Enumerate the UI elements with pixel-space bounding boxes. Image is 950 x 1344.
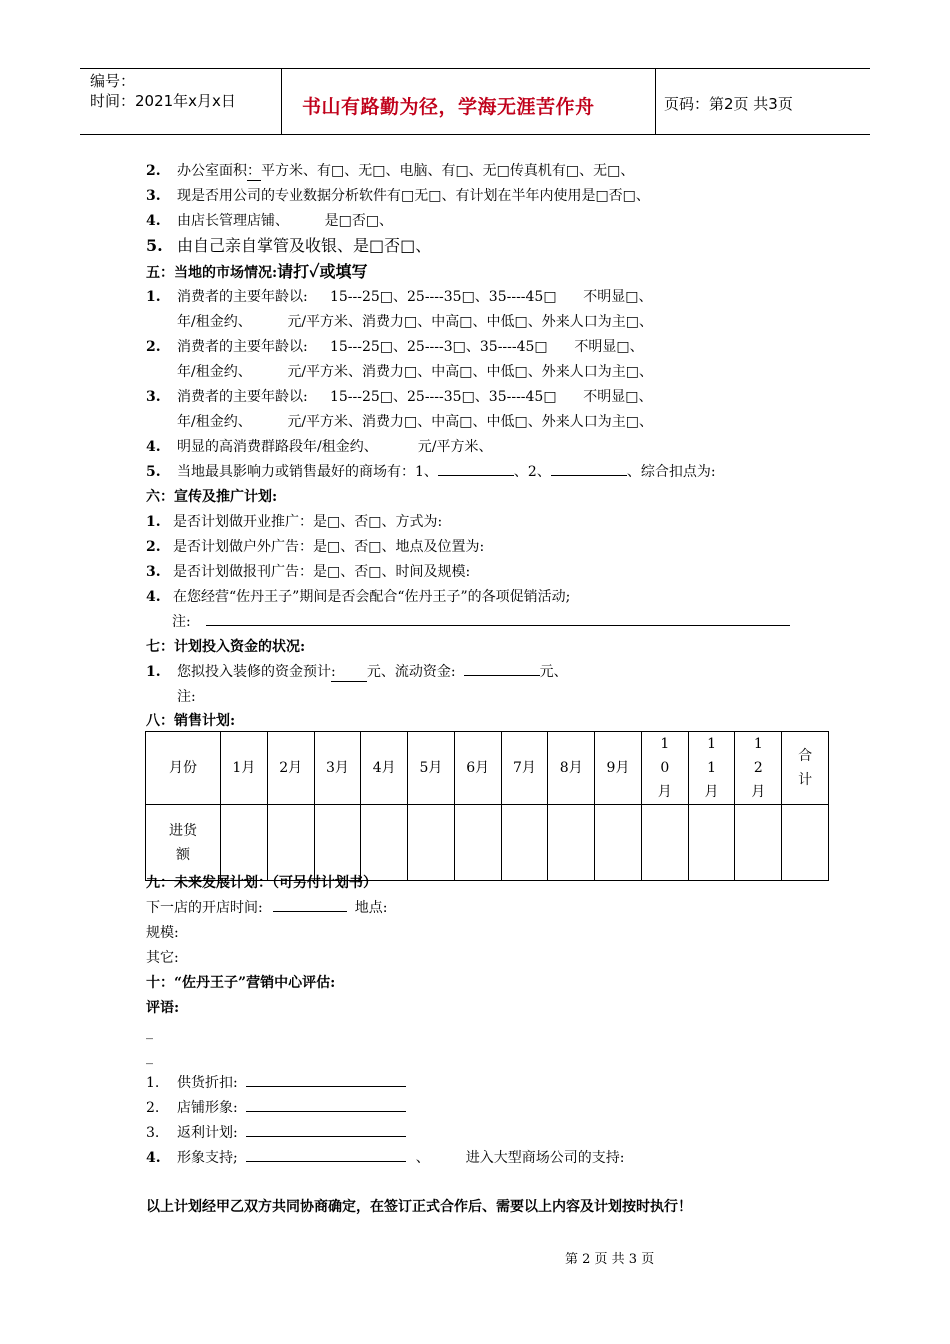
working-capital-blank[interactable] <box>464 675 540 676</box>
rebate-plan-blank[interactable] <box>246 1136 406 1137</box>
month-1: 1月 <box>221 732 268 805</box>
market-item-4: 4. 明显的高消费群路段年/租金约、 元/平方米、 <box>146 439 493 455</box>
market-row-1-line2: 年/租金约、 元/平方米、消费力□、中高□、中低□、外来人口为主□、 <box>177 314 653 330</box>
month-12: 12月 <box>735 732 782 805</box>
purchase-cell[interactable] <box>361 805 408 881</box>
funds-item-1: 1. 您拟投入装修的资金预计: 元、流动资金: 元、 <box>146 664 568 680</box>
promo-item-1: 1. 是否计划做开业推广：是□、否□、方式为: <box>146 514 443 530</box>
sales-table-header-row <box>146 732 829 805</box>
purchase-cell[interactable] <box>595 805 642 881</box>
promo-note: 注: <box>172 613 790 631</box>
promo-note-blank[interactable] <box>206 625 790 626</box>
comment-dash-2: _ <box>146 1049 153 1065</box>
comment-dash-1: _ <box>146 1024 153 1040</box>
section-7-title: 七：计划投入资金的状况: <box>146 639 306 655</box>
conclusion-text: 以上计划经甲乙双方共同协商确定，在签订正式合作后、需要以上内容及计划按时执行！ <box>146 1199 692 1215</box>
store-item-4: 4. 由店长管理店铺、 是□否□、 <box>146 213 394 229</box>
section-10-title: 十：“佐丹王子”营销中心评估: <box>146 975 336 991</box>
month-8: 8月 <box>548 732 595 805</box>
header-bottom-rule <box>80 134 870 135</box>
mall-2-blank[interactable] <box>551 475 627 476</box>
month-9: 9月 <box>595 732 642 805</box>
header-time-label: 时间：2021年x月x日 <box>90 92 236 110</box>
month-10: 10月 <box>641 732 688 805</box>
market-row-3-line1: 3. 消费者的主要年龄以: 15---25□、25----35□、35----45□ 不明显□、 <box>146 389 653 405</box>
promo-item-2: 2. 是否计划做户外广告：是□、否□、地点及位置为: <box>146 539 485 555</box>
purchase-cell[interactable] <box>735 805 782 881</box>
market-row-1-line1: 1. 消费者的主要年龄以: 15---25□、25----35□、35----45□ 不明显□、 <box>146 289 653 305</box>
header-code-label: 编号： <box>90 72 136 90</box>
other-line: 其它: <box>146 950 179 966</box>
page-footer: 第 2 页 共 3 页 <box>565 1252 655 1267</box>
next-store-line: 下一店的开店时间: 地点: <box>146 900 388 916</box>
store-item-5: 5. 由自己亲自掌管及收银、是□否□、 <box>146 236 432 255</box>
header-top-rule <box>80 68 870 69</box>
comment-label: 评语: <box>146 1000 180 1016</box>
promo-item-3: 3. 是否计划做报刊广告：是□、否□、时间及规模: <box>146 564 471 580</box>
month-11: 11月 <box>688 732 735 805</box>
next-store-time-blank[interactable] <box>273 911 347 912</box>
purchase-cell[interactable] <box>501 805 548 881</box>
market-row-3-line2: 年/租金约、 元/平方米、消费力□、中高□、中低□、外来人口为主□、 <box>177 414 653 430</box>
month-5: 5月 <box>408 732 455 805</box>
purchase-cell[interactable] <box>221 805 268 881</box>
eval-item-1: 1. 供货折扣: <box>146 1074 406 1092</box>
eval-item-3: 3. 返利计划: <box>146 1124 406 1142</box>
header-divider-left <box>281 68 282 135</box>
section-6-title: 六：宣传及推广计划: <box>146 489 278 505</box>
eval-item-2: 2. 店铺形象: <box>146 1099 406 1117</box>
purchase-cell[interactable] <box>548 805 595 881</box>
purchase-cell[interactable] <box>641 805 688 881</box>
sales-table-purchase-row <box>146 805 829 881</box>
purchase-cell[interactable] <box>267 805 314 881</box>
month-4: 4月 <box>361 732 408 805</box>
sales-plan-table <box>145 731 829 881</box>
image-support-blank[interactable] <box>246 1161 406 1162</box>
purchase-total-cell[interactable] <box>782 805 829 881</box>
market-row-2-line2: 年/租金约、 元/平方米、消费力□、中高□、中低□、外来人口为主□、 <box>177 364 653 380</box>
month-2: 2月 <box>267 732 314 805</box>
market-row-2-line1: 2. 消费者的主要年龄以: 15---25□、25----3□、35----45□ 不明显□、 <box>146 339 644 355</box>
purchase-cell[interactable] <box>688 805 735 881</box>
section-8-title: 八：销售计划: <box>146 713 236 729</box>
header-divider-right <box>655 68 656 135</box>
purchase-cell[interactable] <box>454 805 501 881</box>
header-motto: 书山有路勤为径，学海无涯苦作舟 <box>302 96 595 118</box>
supply-discount-blank[interactable] <box>246 1086 406 1087</box>
scale-line: 规模: <box>146 925 179 941</box>
total-header: 合计 <box>782 732 829 805</box>
store-item-3: 3. 现是否用公司的专业数据分析软件有□无□、有计划在半年内使用是□否□、 <box>146 188 650 204</box>
funds-note: 注: <box>177 689 196 705</box>
header-page-label: 页码：第2页 共3页 <box>664 95 793 113</box>
purchase-cell[interactable] <box>408 805 455 881</box>
section-9-title: 九：未来发展计划：（可另付计划书） <box>146 875 377 891</box>
month-header: 月份 <box>146 732 221 805</box>
market-item-5: 5. 当地最具影响力或销售最好的商场有：1、 、2、 、综合扣点为: <box>146 464 716 480</box>
store-image-blank[interactable] <box>246 1111 406 1112</box>
eval-item-4: 4. 形象支持; 、 进入大型商场公司的支持: <box>146 1150 625 1166</box>
month-6: 6月 <box>454 732 501 805</box>
month-3: 3月 <box>314 732 361 805</box>
purchase-amount-label: 进货额 <box>146 805 221 881</box>
purchase-cell[interactable] <box>314 805 361 881</box>
section-5-title: 五：当地的市场情况:请打✓或填写 <box>146 262 368 281</box>
month-7: 7月 <box>501 732 548 805</box>
mall-1-blank[interactable] <box>438 475 514 476</box>
promo-item-4: 4. 在您经营“佐丹王子”期间是否会配合“佐丹王子”的各项促销活动; <box>146 589 571 605</box>
store-item-2: 2. 办公室面积：平方米、有□、无□、电脑、有□、无□传真机有□、无□、 <box>146 163 635 179</box>
